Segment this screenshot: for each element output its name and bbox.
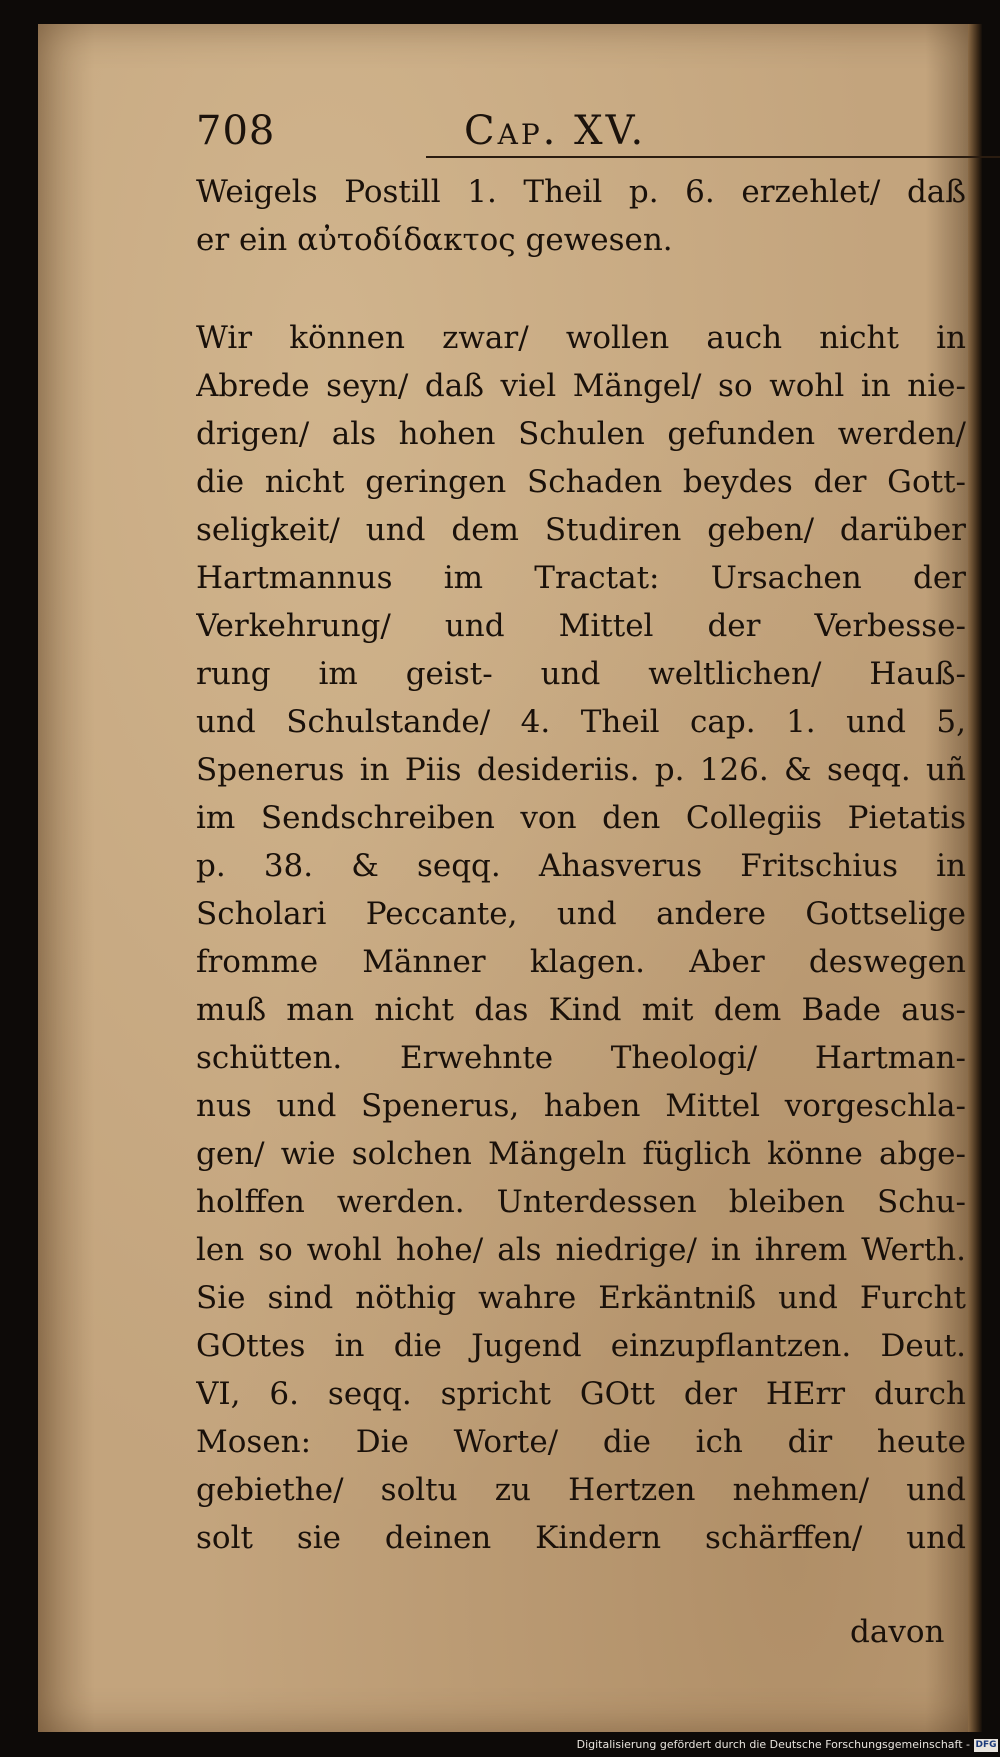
text-line: len so wohl hohe/ als niedrige/ in ihrem Werth. [196,1232,966,1268]
text-line: Hartmannus im Tractat: Ursachen der [196,560,966,596]
header-rule [426,156,1000,158]
text-line: gebiethe/ soltu zu Hertzen nehmen/ und [196,1472,966,1508]
page-header [196,108,956,160]
text-line: Abrede seyn/ daß viel Mängel/ so wohl in nie- [196,368,966,404]
text-line: drigen/ als hohen Schulen gefunden werden/ [196,416,966,452]
text-line: die nicht geringen Schaden beydes der Gott- [196,464,966,500]
text-line: Weigels Postill 1. Theil p. 6. erzehlet/ daß [196,174,966,210]
page-edge-shadow [968,24,982,1732]
body-text [196,168,966,1562]
text-line: im Sendschreiben von den Collegiis Pietatis [196,800,966,836]
catchword: davon [850,1614,945,1650]
text-line: Wir können zwar/ wollen auch nicht in [196,320,966,356]
text-line: er ein αὐτοδίδακτος gewesen. [196,222,673,258]
text-line: nus und Spenerus, haben Mittel vorgeschla- [196,1088,966,1124]
text-line: Spenerus in Piis desideriis. p. 126. & seqq. uñ [196,752,966,788]
text-line: muß man nicht das Kind mit dem Bade aus- [196,992,966,1028]
page-number: 708 [196,108,276,154]
text-line: solt sie deinen Kindern schärffen/ und [196,1520,966,1556]
text-line: schütten. Erwehnte Theologi/ Hartman- [196,1040,966,1076]
text-line: fromme Männer klagen. Aber deswegen [196,944,966,980]
text-line: p. 38. & seqq. Ahasverus Fritschius in [196,848,966,884]
dfg-logo: DFG [975,1740,997,1750]
text-line: VI, 6. seqq. spricht GOtt der HErr durch [196,1376,966,1412]
digitization-credit: Digitalisierung gefördert durch die Deutsche Forschungsgemeinschaft - [576,1738,970,1751]
text-line: holffen werden. Unterdessen bleiben Schu- [196,1184,966,1220]
text-line: rung im geist- und weltlichen/ Hauß- [196,656,966,692]
text-line: und Schulstande/ 4. Theil cap. 1. und 5, [196,704,966,740]
footer-strip [0,1736,1000,1757]
text-line: seligkeit/ und dem Studiren geben/ darüber [196,512,966,548]
text-line: GOttes in die Jugend einzupflantzen. Deut. [196,1328,966,1364]
text-line: Mosen: Die Worte/ die ich dir heute [196,1424,966,1460]
text-line: Verkehrung/ und Mittel der Verbesse- [196,608,966,644]
text-line: Scholari Peccante, und andere Gottselige [196,896,966,932]
running-head: Cap. XV. [464,108,647,154]
paragraph-gap [196,264,966,314]
text-line: Sie sind nöthig wahre Erkäntniß und Furcht [196,1280,966,1316]
text-line: gen/ wie solchen Mängeln füglich könne abge- [196,1136,966,1172]
